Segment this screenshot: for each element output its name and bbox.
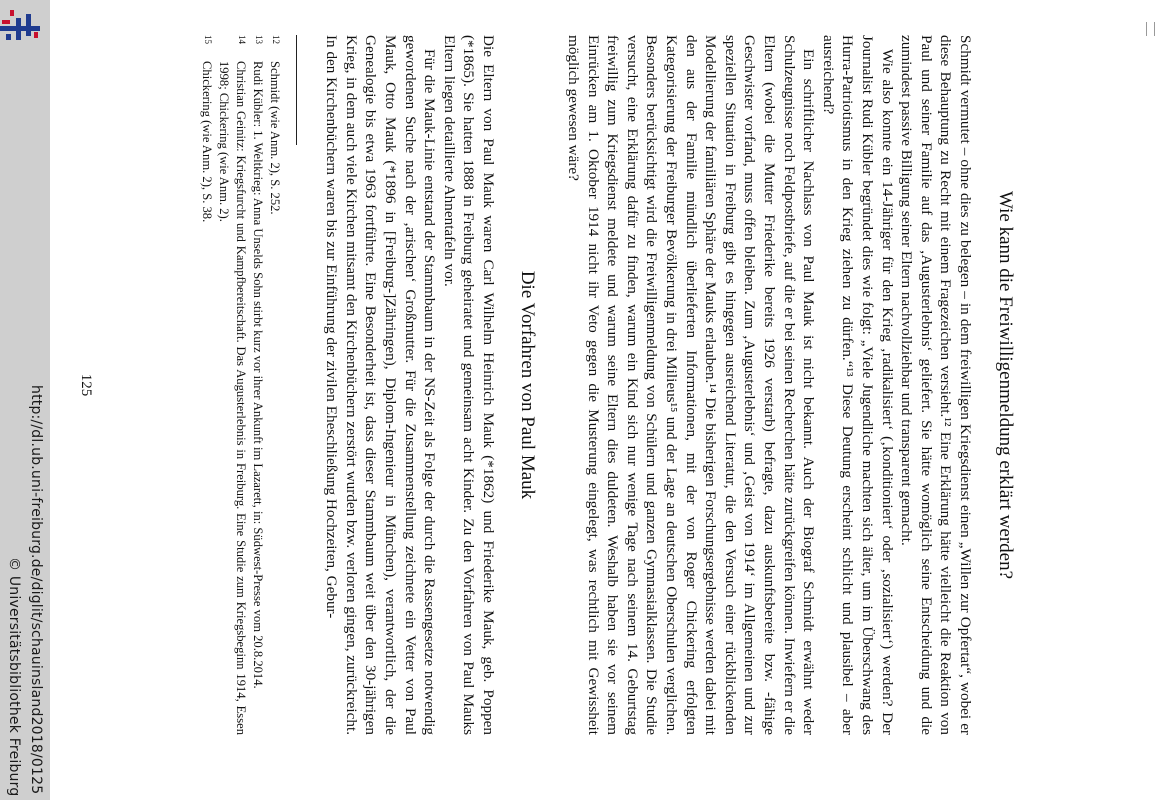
viewer-sidebar — [0, 0, 50, 800]
paragraph: Ein schriftlicher Nachlass von Paul Mauk ist nicht bekannt. Auch der Biograf Schmidt erwähnt weder Schulzeugnisse noch Feldpostbriefe, auf die er bei seinen Recherchen hätte zurückgreifen können. Inwiefern er die Eltern (wobei die Mutter Friederike bereits 1926 verstarb) befragte, dazu auskunftsbereite bzw. -fähige Geschwister vorfand, muss offen bleiben. Zum ‚Augusterlebnis‘ und ‚Geist von 1914‘ im Allgemeinen und zur speziellen Situation in Freiburg gibt es hingegen ausreichend Literatur, die den Versuch einer rückblickenden Modellierung der familiären Sphäre der Mauks erlauben.¹⁴ Die bisherigen Forschungsergebnisse werden dabei mit den aus der Familie mündlich überlieferten Informationen, mit der von Roger Chickering erfolgten Kategorisierung der Freiburger Bevölkerung in drei Milieus¹⁵ und der Lage an deutschen Oberschulen verglichen. Besonders berücksichtigt wird die Freiwilligenmeldung von Schülern und ganzen Gymnasialklassen. Die Studie versucht, eine Erklärung dafür zu finden, warum ein Kind sich nur wenige Tage nach seinem 14. Geburtstag freiwillig zum Kriegsdienst meldete und warum seine Eltern dies duldeten. Weshalb haben sie vor seinem Einrücken am 1. Oktober 1914 nicht ihr Veto gegen die Musterung eingelegt, was rechtlich mit Gewissheit möglich gewesen wäre? — [565, 35, 818, 735]
paragraph: Wie also konnte ein 14-Jähriger für den Krieg ‚radikalisiert‘ (‚konditioniert‘ oder ‚sozialisiert‘) werden? Der Journalist Rudi Kübler begründet dies wie folgt: „Viele Jugendliche machten sich älter, um im Überschwang des Hurra-Patriotismus in den Krieg ziehen zu dürfen.“¹³ Diese Deutung erscheint schlicht und plausibel – aber ausreichend? — [819, 35, 896, 735]
footnote-text: Rudi Kübler: 1. Weltkrieg: Anna Unselds Sohn stirbt kurz vor ihrer Ankunft im Lazarett, in: Südwest-Presse vom 20.8.2014. — [251, 61, 265, 689]
document-url[interactable]: http://dl.ub.uni-freiburg.de/diglit/schauinsland2018/0125 — [28, 385, 44, 795]
section-1-body — [564, 35, 975, 735]
footnote-number: 12 — [271, 35, 281, 44]
footnote — [249, 35, 266, 735]
paragraph: Schmidt vermutet – ohne dies zu belegen – in dem freiwilligen Kriegsdienst einen „Willen zur Opfertat“, wobei er diese Behauptung zu Recht mit einem Fragezeichen versieht.¹² Eine Erklärung hätte vielleicht die Reaktion von Paul und seiner Familie auf das ‚Augusterlebnis‘ geliefert. Sie hätte womöglich seine Entscheidung und die zumindest passive Billigung seiner Eltern nachvollziehbar und transparent gemacht. — [898, 35, 974, 735]
footnote-number: 13 — [254, 35, 264, 44]
section-heading-2: Die Vorfahren von Paul Mauk — [517, 270, 538, 500]
section-2-body — [322, 35, 498, 735]
book-page — [55, 35, 1015, 735]
paragraph: Für die Mauk-Linie entstand der Stammbaum in der NS-Zeit als Folge der durch die Rassengesetze notwendig gewordenen Suche nach der ‚arischen‘ Großmutter. Für die Zusammenstellung zeichnete ein Vetter von Paul Mauk, Otto Mauk (*1896 in [Freiburg-]Zähringen), Diplom-Ingenieur in München), verantwortlich, der die Genealogie bis etwa 1963 fortführte. Eine Besonderheit ist, dass dieser Stammbaum weit über den 30-jährigen Krieg, in dem auch viele Kirchen mitsamt den Kirchenbüchern zerstört wurden bzw. verloren gingen, zurückreicht. In den Kirchenbüchern waren bis zur Einführung der zivilen Eheschließung Hochzeiten, Gebur- — [323, 35, 439, 735]
university-logo-icon — [0, 8, 46, 46]
footnote-text: Chickering (wie Anm. 2), S. 38. — [200, 61, 214, 223]
footnote-number: 15 — [203, 35, 213, 44]
copyright-notice: © Universitätsbibliothek Freiburg — [6, 557, 22, 797]
footnote-text: Christian Geinitz: Kriegsfurcht und Kampfbereitschaft. Das Augusterlebnis in Freiburg. Eine Studie zum Kriegsbeginn 1914, Essen 1998; Chickering (wie Anm. 2). — [217, 61, 248, 735]
footnote — [266, 35, 283, 735]
page-number: 125 — [78, 373, 94, 397]
footnote — [198, 35, 215, 735]
page-edge-mark — [1146, 22, 1155, 36]
footnote-number: 14 — [237, 35, 247, 44]
section-heading-1: Wie kann die Freiwilligenmeldung erklärt werden? — [995, 190, 1016, 580]
footnote-divider — [296, 35, 297, 145]
footnote-text: Schmidt (wie Anm. 2), S. 252. — [268, 61, 282, 215]
paragraph: Die Eltern von Paul Mauk waren Carl Wilhelm Heinrich Mauk (*1862) und Friederike Mauk, geb. Poppen (*1865). Sie hatten 1888 in Freiburg geheiratet und gemeinsam acht Kinder. Zu den Vorfahren von Paul Mauks Eltern liegen detaillierte Ahnentafeln vor. — [440, 35, 497, 735]
footnotes — [198, 35, 283, 735]
footnote — [215, 35, 249, 735]
